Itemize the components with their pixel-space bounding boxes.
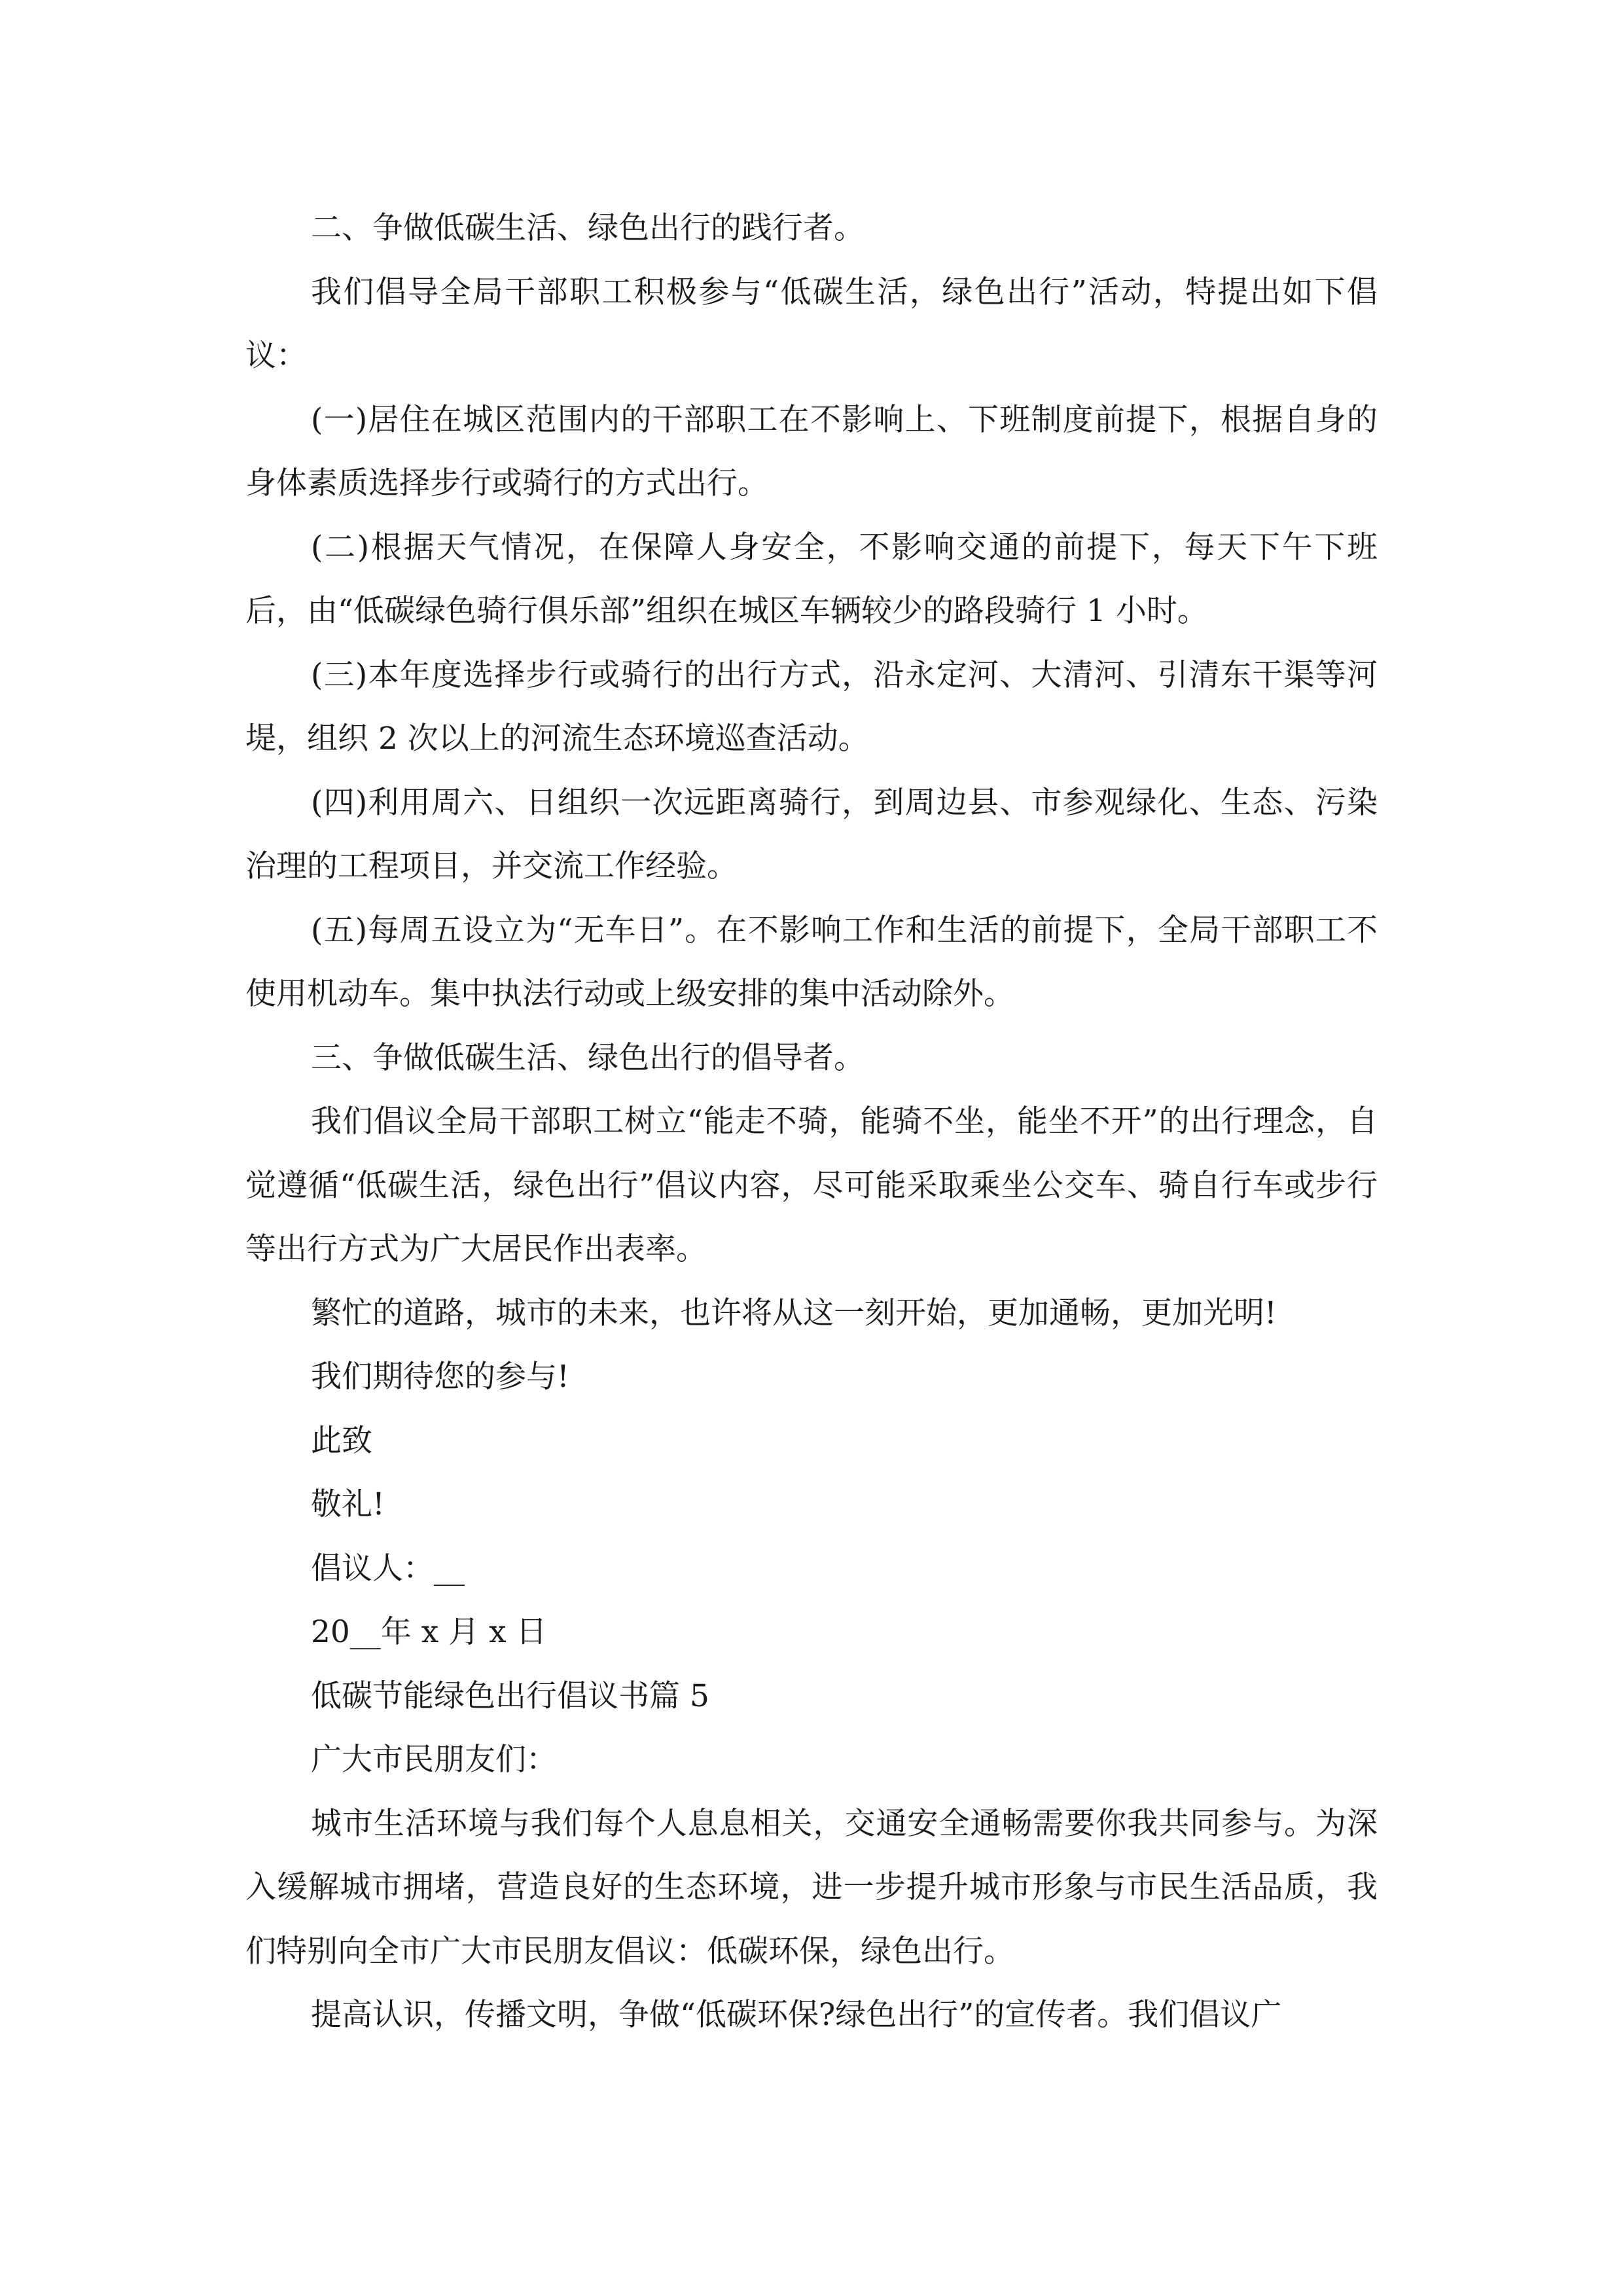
signatory: 倡议人：__ [311,1550,465,1587]
list-item-4: (四)利用周六、日组织一次远距离骑行，到周边县、市参观绿化、生态、污染治理的工程项目，并交流工作经验。 [245,784,1378,884]
paragraph: 我们倡导全局干部职工积极参与“低碳生活，绿色出行”活动，特提出如下倡议： [245,274,1378,374]
paragraph: 我们倡议全局干部职工树立“能走不骑，能骑不坐，能坐不开”的出行理念，自觉遵循“低碳生活，绿色出行”倡议内容，尽可能采取乘坐公交车、骑自行车或步行等出行方式为广大居民作出表率。 [245,1103,1378,1267]
paragraph: 城市生活环境与我们每个人息息相关，交通安全通畅需要你我共同参与。为深入缓解城市拥堵，营造良好的生态环境，进一步提升城市形象与市民生活品质，我们特别向全市广大市民朋友倡议：低碳环保，绿色出行。 [245,1805,1378,1969]
article-title: 低碳节能绿色出行倡议书篇 5 [311,1677,709,1714]
document-body [245,196,1378,2047]
greeting: 广大市民朋友们： [311,1742,557,1778]
paragraph: 繁忙的道路，城市的未来，也许将从这一刻开始，更加通畅，更加光明! [311,1295,1277,1331]
closing-regards: 敬礼! [311,1486,385,1522]
closing-salutation: 此致 [311,1422,372,1459]
list-item-3: (三)本年度选择步行或骑行的出行方式，沿永定河、大清河、引清东干渠等河堤，组织 2 次以上的河流生态环境巡查活动。 [245,656,1378,757]
list-item-1: (一)居住在城区范围内的干部职工在不影响上、下班制度前提下，根据自身的身体素质选择步行或骑行的方式出行。 [245,401,1378,501]
paragraph: 提高认识，传播文明，争做“低碳环保?绿色出行”的宣传者。我们倡议广 [311,1997,1282,2033]
section-heading-2: 二、争做低碳生活、绿色出行的践行者。 [311,210,865,246]
section-heading-3: 三、争做低碳生活、绿色出行的倡导者。 [311,1039,865,1076]
list-item-5: (五)每周五设立为“无车日”。在不影响工作和生活的前提下，全局干部职工不使用机动车。集中执法行动或上级安排的集中活动除外。 [245,912,1378,1012]
paragraph: 我们期待您的参与! [311,1359,569,1395]
list-item-2: (二)根据天气情况，在保障人身安全，不影响交通的前提下，每天下午下班后，由“低碳绿色骑行俱乐部”组织在城区车辆较少的路段骑行 1 小时。 [245,529,1378,629]
date-line: 20__年 x 月 x 日 [311,1614,547,1650]
